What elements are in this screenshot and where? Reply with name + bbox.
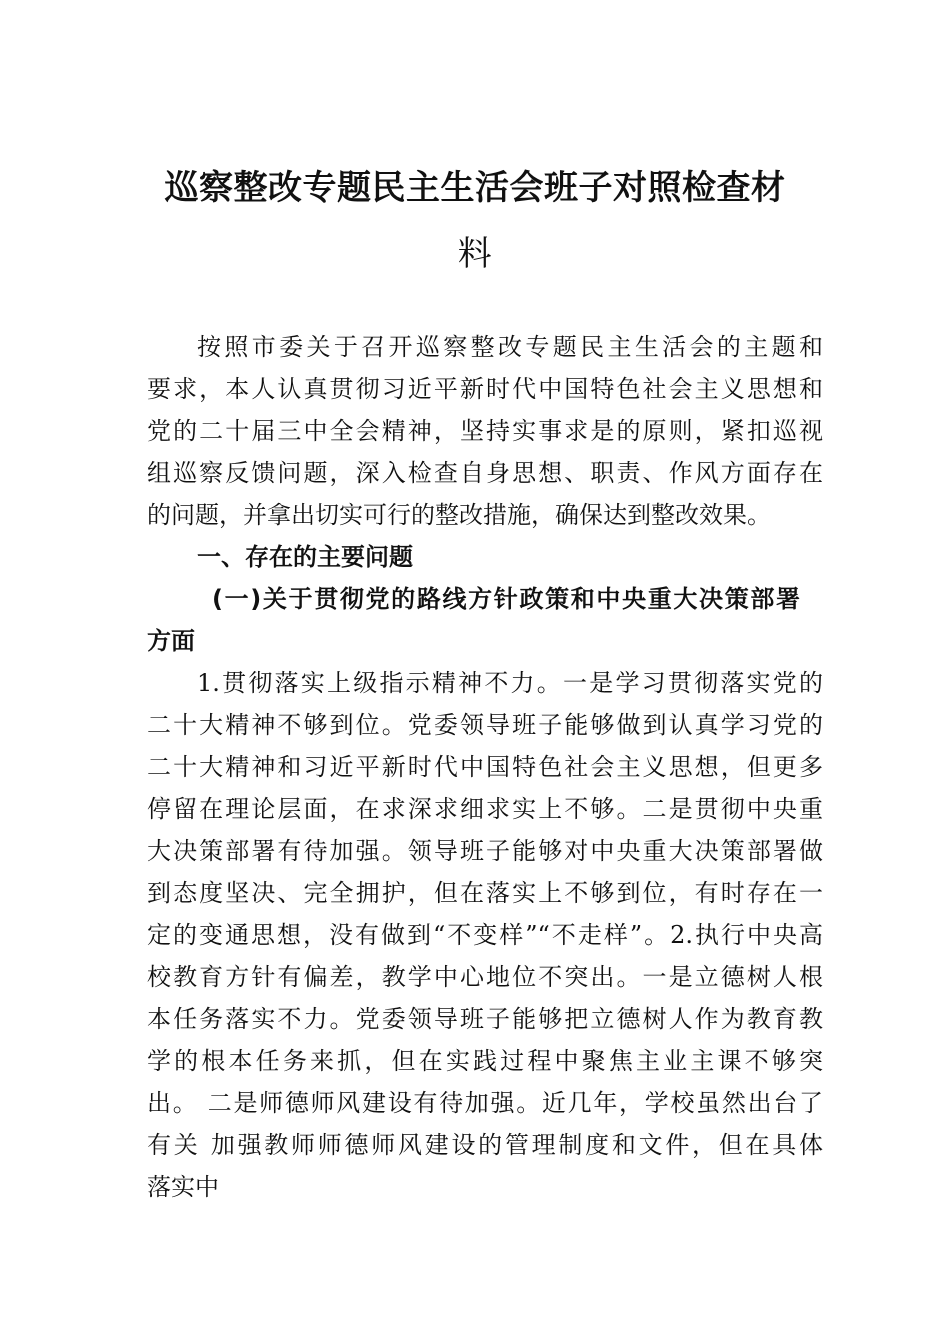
intro-paragraph-line: 党的二十届三中全会精神，坚持实事求是的原则，紧扣巡视 [147,417,823,445]
body-paragraph-line: 出。 二是师德师风建设有待加强。近几年，学校虽然出台了 [147,1089,823,1117]
subsection-heading-line-2: 方面 [147,627,195,655]
intro-paragraph-line: 的问题，并拿出切实可行的整改措施，确保达到整改效果。 [147,501,771,529]
body-paragraph-line: 有关 加强教师师德师风建设的管理制度和文件，但在具体 [147,1131,823,1159]
subsection-heading-line-1: (一)关于贯彻党的路线方针政策和中央重大决策部署 [212,585,800,613]
intro-paragraph-line: 组巡察反馈问题，深入检查自身思想、职责、作风方面存在 [147,459,823,487]
body-paragraph-line: 二十大精神不够到位。党委领导班子能够做到认真学习党的 [147,711,823,739]
intro-paragraph-line: 按照市委关于召开巡察整改专题民主生活会的主题和 [197,333,823,361]
body-paragraph-line: 校教育方针有偏差，教学中心地位不突出。一是立德树人根 [147,963,823,991]
intro-paragraph-line: 要求，本人认真贯彻习近平新时代中国特色社会主义思想和 [147,375,823,403]
body-paragraph-line: 落实中 [147,1173,219,1201]
body-paragraph-line: 本任务落实不力。党委领导班子能够把立德树人作为教育教 [147,1005,823,1033]
body-paragraph-line: 1.贯彻落实上级指示精神不力。一是学习贯彻落实党的 [197,669,823,697]
body-paragraph-line: 二十大精神和习近平新时代中国特色社会主义思想，但更多 [147,753,823,781]
section-heading: 一、存在的主要问题 [197,543,413,571]
body-paragraph-line: 到态度坚决、完全拥护，但在落实上不够到位，有时存在一 [147,879,823,907]
body-paragraph-line: 大决策部署有待加强。领导班子能够对中央重大决策部署做 [147,837,823,865]
body-paragraph-line: 学的根本任务来抓，但在实践过程中聚焦主业主课不够突 [147,1047,823,1075]
document-title-line-1: 巡察整改专题民主生活会班子对照检查材 [164,168,786,208]
body-paragraph-line: 定的变通思想，没有做到“不变样”“不走样”。2.执行中央高 [147,921,823,949]
body-paragraph-line: 停留在理论层面，在求深求细求实上不够。二是贯彻中央重 [147,795,823,823]
document-title-line-2: 料 [457,234,493,274]
